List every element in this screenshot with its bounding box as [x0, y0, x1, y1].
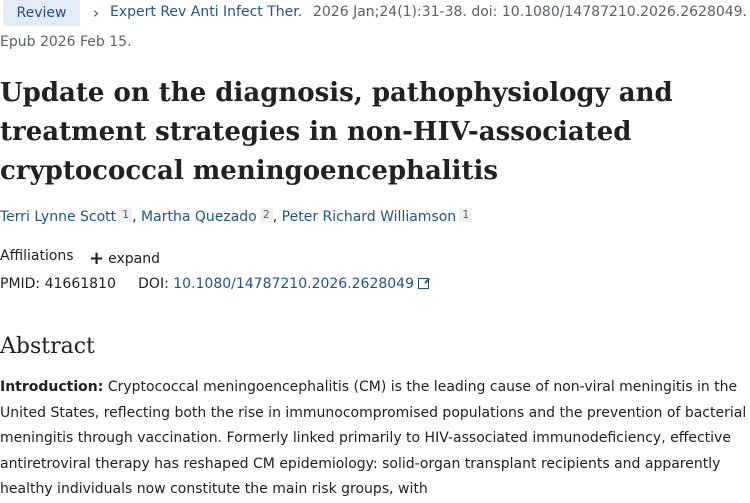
author-separator: , [272, 209, 282, 225]
doi-label: DOI: [138, 276, 169, 292]
review-badge[interactable]: Review [3, 0, 80, 26]
introduction-text: Cryptococcal meningoencephalitis (CM) is the leading cause of non-viral meningitis in the United States, reflecting both the rise in immunocompromised populations and the prevention of bacterial meningitis through vaccination. Formerly linked primarily to HIV-associated immunodeficiency, effective antiretroviral therapy has reshaped CM epidemiology: solid-organ transplant recipients and apparently healthy individuals now constitute the main risk groups, with [0, 379, 747, 497]
article-title: Update on the diagnosis, pathophysiology and treatment strategies in non-HIV-associated cryptococcal meningoencephalitis [0, 78, 673, 186]
journal-link[interactable]: Expert Rev Anti Infect Ther. [110, 4, 303, 20]
external-link-icon[interactable] [418, 278, 429, 289]
abstract-body [0, 375, 748, 503]
author-link[interactable]: Peter Richard Williamson [281, 209, 457, 225]
expand-affiliations-button[interactable] [89, 248, 160, 269]
affiliation-marker[interactable]: 1 [459, 208, 472, 222]
plus-icon: + [89, 248, 105, 269]
introduction-label: Introduction: [0, 379, 104, 395]
affiliation-marker[interactable]: 2 [260, 208, 273, 222]
affiliations-label: Affiliations [0, 248, 74, 264]
author-link[interactable]: Martha Quezado [141, 209, 257, 225]
doi-link[interactable]: 10.1080/14787210.2026.2628049 [173, 276, 414, 292]
epub-date: Epub 2026 Feb 15. [0, 34, 132, 50]
pmid-value: 41661810 [44, 276, 116, 292]
abstract-heading: Abstract [0, 334, 95, 359]
expand-label: expand [108, 251, 160, 267]
citation-text: 2026 Jan;24(1):31-38. doi: 10.1080/14787210.2026.2628049. [313, 4, 748, 20]
article-identifiers [0, 276, 429, 292]
affiliation-marker[interactable]: 1 [119, 208, 132, 222]
pmid-label: PMID: [0, 276, 41, 292]
chevron-right-icon: › [93, 4, 99, 22]
author-list [0, 208, 472, 225]
author-separator: , [132, 209, 142, 225]
citation-header [0, 0, 750, 28]
author-link[interactable]: Terri Lynne Scott [0, 209, 117, 225]
